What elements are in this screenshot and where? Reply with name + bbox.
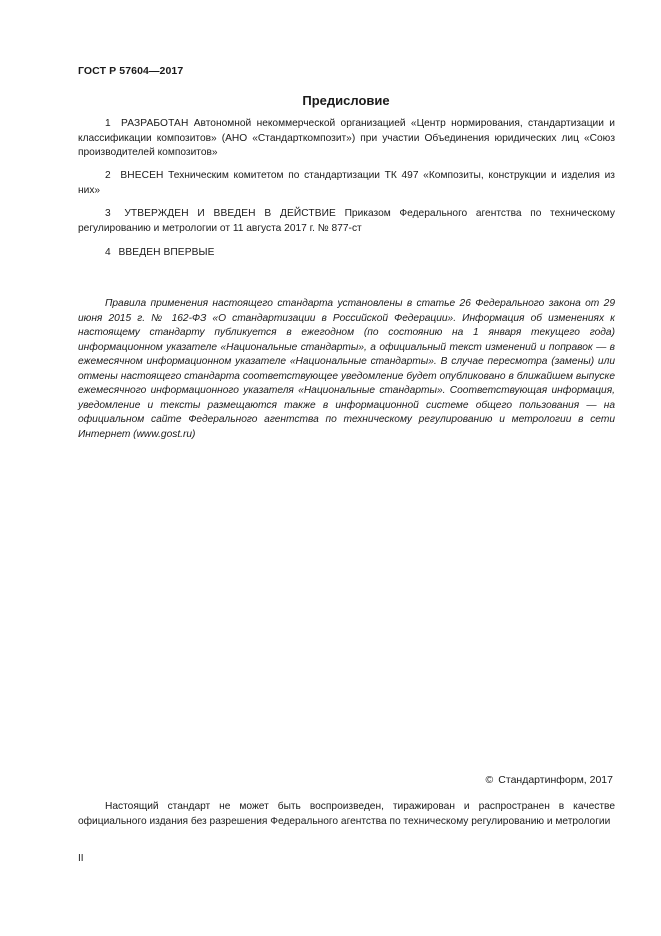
document-code: ГОСТ Р 57604—2017 (78, 65, 184, 77)
preface-item-3 (78, 207, 615, 236)
reproduction-notice: Настоящий стандарт не может быть воспроизведен, тиражирован и распространен в качестве официального издания без разрешения Федерального агентства по техническому регулированию и метрологии (78, 801, 615, 827)
page-title: Предисловие (302, 93, 390, 108)
item-caps-label: ВВЕДЕН ВПЕРВЫЕ (118, 247, 215, 258)
item-caps-label: УТВЕРЖДЕН И ВВЕДЕН В ДЕЙСТВИЕ (124, 208, 336, 219)
item-text: Техническим комитетом по стандартизации ТК 497 «Композиты, конструкции и изделия из них» (78, 170, 615, 196)
item-number: 2 (105, 170, 111, 181)
item-text: Автономной некоммерческой организацией «Центр нормирования, стандартизации и классификации композитов» (АНО «Стандарткомпозит») при участии Объединения юридических лиц «Союз производителей композитов» (78, 118, 615, 158)
copyright-text: Стандартинформ, 2017 (498, 774, 613, 786)
item-text: Приказом Федерального агентства по техническому регулированию и метрологии от 11 августа 2017 г. № 877-ст (78, 208, 615, 234)
item-caps-label: ВНЕСЕН (120, 170, 164, 181)
application-rules-notice: Правила применения настоящего стандарта установлены в статье 26 Федерального закона от 29 июня 2015 г. № 162-ФЗ «О стандартизации в Российской Федерации». Информация об изменениях к настоящему стандарту публикуется в ежегодном (по состоянию на 1 января текущего года) информационном указателе «Национальные стандарты», а официальный текст изменений и поправок — в ежемесячном информационном указателе «Национальные стандарты». В случае пересмотра (замены) или отмены настоящего стандарта соответствующее уведомление будет опубликовано в ближайшем выпуске ежемесячного информационного указателя «Национальные стандарты». Соответствующая информация, уведомление и тексты размещаются также в информационной системе общего пользования — на официальном сайте Федерального агентства по техническому регулированию и метрологии в сети Интернет (www.gost.ru) (78, 298, 615, 440)
page-number: II (78, 853, 84, 864)
item-number: 4 (105, 247, 111, 258)
copyright-icon: © (485, 774, 494, 786)
item-caps-label: РАЗРАБОТАН (121, 118, 189, 129)
preface-item-4 (78, 246, 615, 261)
item-number: 1 (105, 118, 111, 129)
copyright (78, 774, 613, 786)
item-number: 3 (105, 208, 111, 219)
preface-item-2 (78, 169, 615, 198)
preface-item-1 (78, 117, 615, 161)
